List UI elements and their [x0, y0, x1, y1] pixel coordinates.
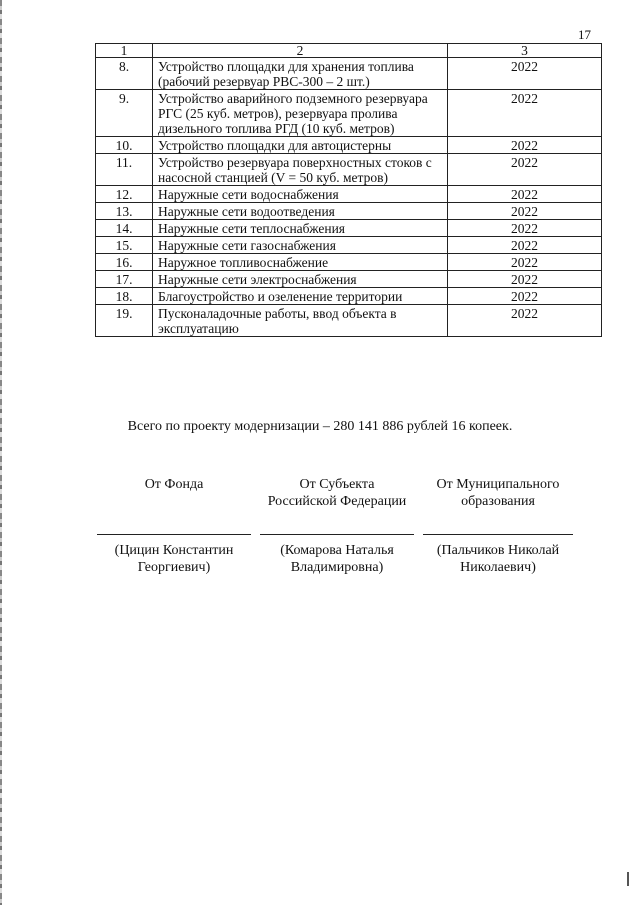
row-work-name: Устройство аварийного подземного резервуара РГС (25 куб. метров), резервуара пролива дизельного топлива РГД (10 куб. метров) — [153, 90, 448, 137]
row-number: 13. — [96, 203, 153, 220]
signatory-name — [423, 542, 573, 576]
row-number: 16. — [96, 254, 153, 271]
row-work-name: Наружные сети водоснабжения — [153, 186, 448, 203]
page-number: 17 — [578, 27, 591, 42]
name-line-1: (Цицин Константин — [114, 543, 234, 558]
row-number: 17. — [96, 271, 153, 288]
table-row — [96, 154, 602, 186]
row-number: 14. — [96, 220, 153, 237]
works-table — [95, 43, 602, 337]
row-number: 11. — [96, 154, 153, 186]
row-number: 15. — [96, 237, 153, 254]
table-row — [96, 203, 602, 220]
signature-line — [97, 534, 251, 535]
party-line-2: образования — [461, 494, 535, 509]
table-header-row — [96, 44, 602, 58]
name-line-2: Николаевич) — [460, 560, 536, 575]
table-row — [96, 137, 602, 154]
row-work-name: Наружные сети водоотведения — [153, 203, 448, 220]
signatory-name — [97, 542, 251, 576]
name-line-2: Георгиевич) — [137, 560, 211, 575]
row-year: 2022 — [448, 203, 602, 220]
name-line-1: (Пальчиков Николай — [436, 543, 560, 558]
row-year: 2022 — [448, 237, 602, 254]
scan-mark — [627, 872, 629, 886]
row-number: 19. — [96, 305, 153, 337]
scan-edge — [0, 0, 2, 905]
table-row — [96, 254, 602, 271]
table-row — [96, 58, 602, 90]
row-work-name: Благоустройство и озеленение территории — [153, 288, 448, 305]
header-col-2: 2 — [153, 44, 448, 58]
signature-line — [260, 534, 414, 535]
party-line-1: От Субъекта — [299, 477, 375, 492]
row-year: 2022 — [448, 271, 602, 288]
row-year: 2022 — [448, 254, 602, 271]
header-col-3: 3 — [448, 44, 602, 58]
name-line-1: (Комарова Наталья — [280, 543, 394, 558]
table-row — [96, 186, 602, 203]
table-row — [96, 305, 602, 337]
row-year: 2022 — [448, 288, 602, 305]
table-row — [96, 220, 602, 237]
row-number: 8. — [96, 58, 153, 90]
party-line-2: Российской Федерации — [267, 494, 407, 509]
row-work-name: Устройство резервуара поверхностных стоков с насосной станцией (V = 50 куб. метров) — [153, 154, 448, 186]
signatory-name — [260, 542, 414, 576]
table-row — [96, 288, 602, 305]
row-number: 12. — [96, 186, 153, 203]
row-number: 10. — [96, 137, 153, 154]
row-year: 2022 — [448, 90, 602, 137]
project-total: Всего по проекту модернизации – 280 141 886 рублей 16 копеек. — [127, 419, 513, 434]
row-year: 2022 — [448, 186, 602, 203]
row-year: 2022 — [448, 58, 602, 90]
table-row — [96, 271, 602, 288]
signature-party — [260, 476, 414, 510]
party-line-1: От Фонда — [144, 477, 204, 492]
row-work-name: Пусконаладочные работы, ввод объекта в эксплуатацию — [153, 305, 448, 337]
row-number: 18. — [96, 288, 153, 305]
row-year: 2022 — [448, 220, 602, 237]
table-row — [96, 237, 602, 254]
row-year: 2022 — [448, 305, 602, 337]
header-col-1: 1 — [96, 44, 153, 58]
signature-line — [423, 534, 573, 535]
row-work-name: Устройство площадки для автоцистерны — [153, 137, 448, 154]
row-year: 2022 — [448, 137, 602, 154]
signature-party — [423, 476, 573, 510]
row-work-name: Устройство площадки для хранения топлива (рабочий резервуар РВС-300 – 2 шт.) — [153, 58, 448, 90]
signature-party — [97, 476, 251, 493]
table-row — [96, 90, 602, 137]
row-work-name: Наружное топливоснабжение — [153, 254, 448, 271]
row-work-name: Наружные сети теплоснабжения — [153, 220, 448, 237]
name-line-2: Владимировна) — [290, 560, 384, 575]
party-line-1: От Муниципального — [436, 477, 560, 492]
row-work-name: Наружные сети газоснабжения — [153, 237, 448, 254]
row-year: 2022 — [448, 154, 602, 186]
row-work-name: Наружные сети электроснабжения — [153, 271, 448, 288]
row-number: 9. — [96, 90, 153, 137]
